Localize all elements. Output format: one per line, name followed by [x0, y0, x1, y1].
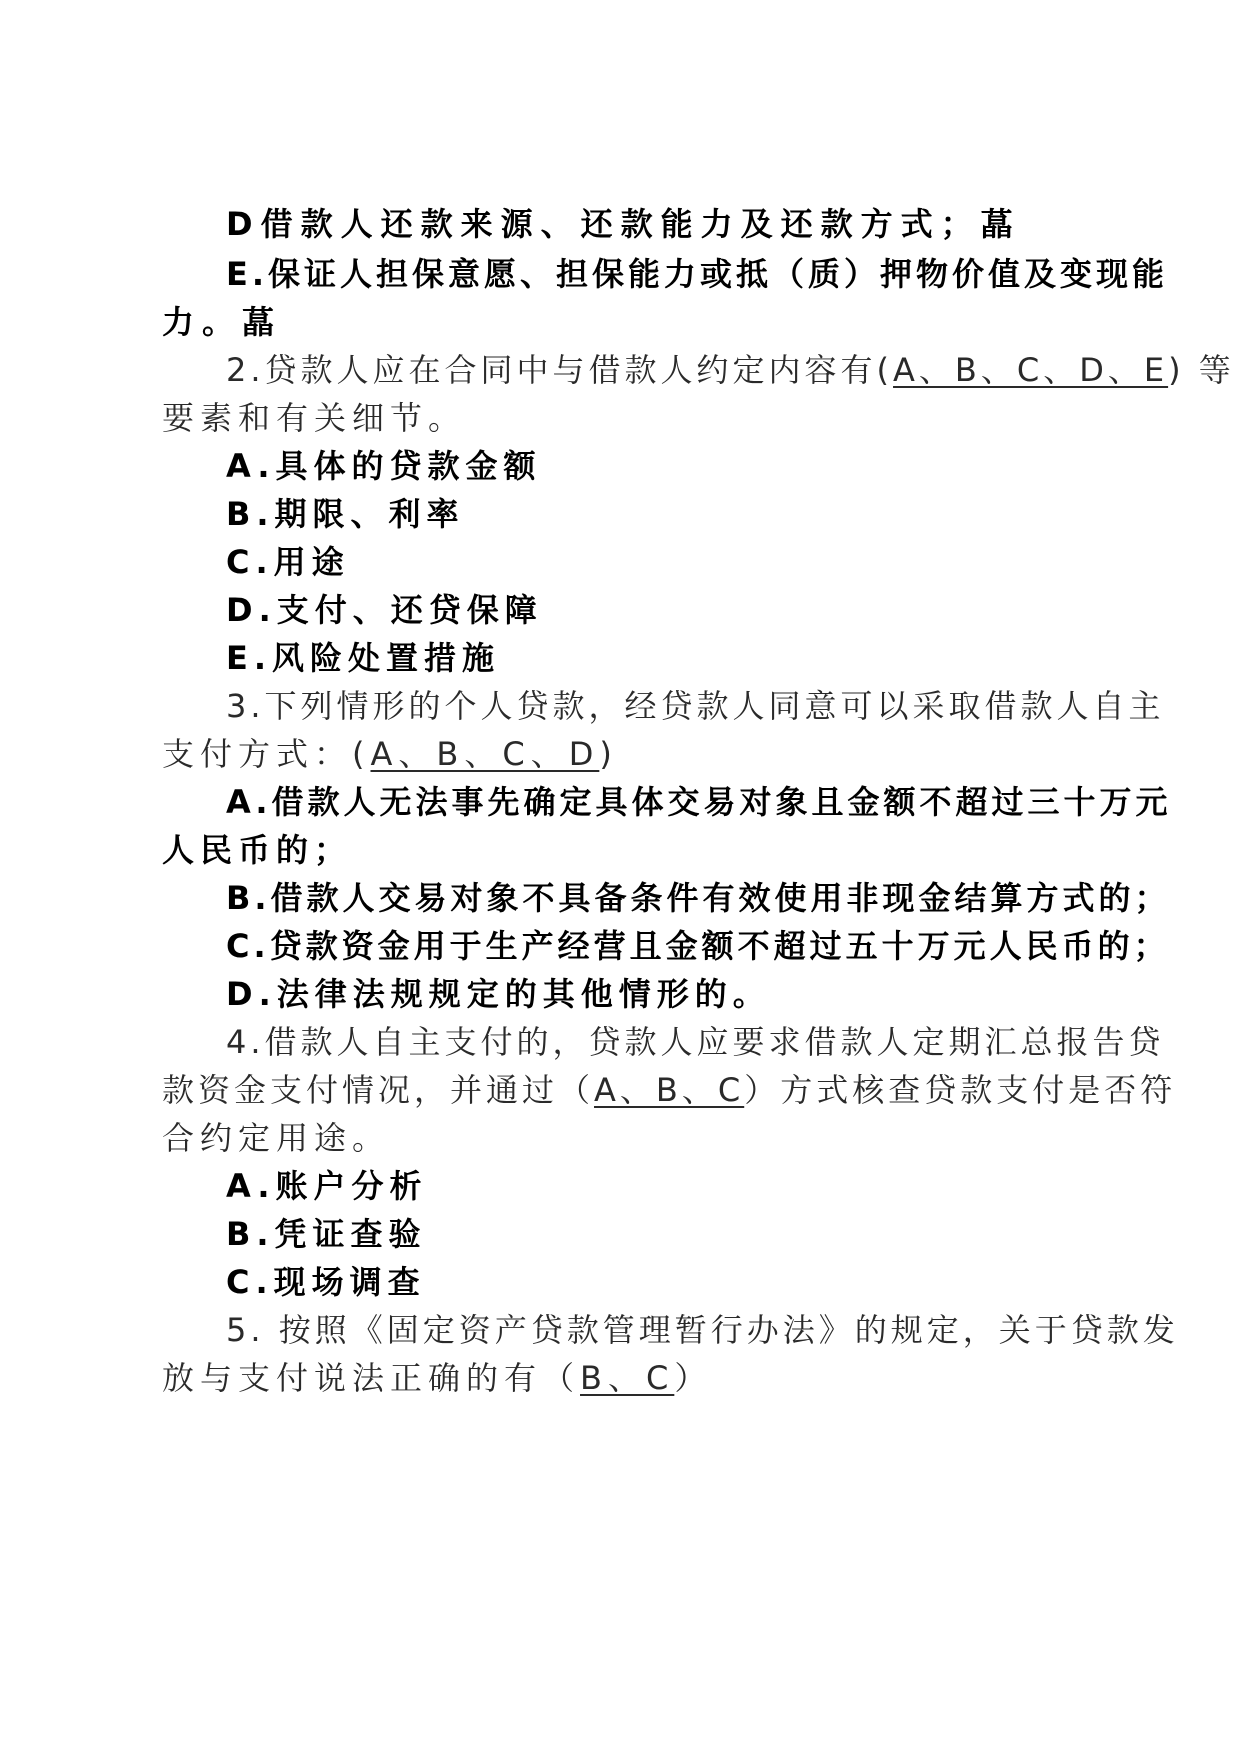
- question-2-continuation: [0, 398, 1241, 438]
- text: B.期限、利率: [226, 495, 465, 533]
- question-text: ): [599, 735, 618, 773]
- option-d-line: [0, 590, 1241, 630]
- text: A.账户分析: [226, 1167, 428, 1205]
- option-c-line: [0, 926, 1241, 966]
- question-3-line: [0, 686, 1241, 726]
- option-a-line: [0, 782, 1241, 822]
- question-text: 支付方式：(: [162, 735, 371, 773]
- text: A.具体的贷款金额: [226, 447, 542, 485]
- option-e-line: [0, 254, 1241, 294]
- option-b-line: [0, 878, 1241, 918]
- question-2-line: [0, 350, 1241, 390]
- answer: A、B、C: [594, 1071, 745, 1109]
- text: E.保证人担保意愿、担保能力或抵（质）押物价值及变现能: [226, 255, 1169, 293]
- text: C.贷款资金用于生产经营且金额不超过五十万元人民币的；: [226, 927, 1170, 965]
- answer: A、B、C、D、E: [893, 351, 1169, 389]
- option-e-continuation: [0, 302, 1241, 342]
- option-a-line: [0, 446, 1241, 486]
- option-b-line: [0, 494, 1241, 534]
- text: B.借款人交易对象不具备条件有效使用非现金结算方式的；: [226, 879, 1171, 917]
- question-text: ）方式核查贷款支付是否符: [744, 1071, 1177, 1109]
- option-a-continuation: [0, 830, 1241, 870]
- question-text: 放与支付说法正确的有（: [162, 1359, 581, 1397]
- text: 合约定用途。: [162, 1119, 391, 1157]
- text: D借款人还款来源、还款能力及还款方式；蕌: [226, 205, 1021, 243]
- question-5-line: [0, 1310, 1241, 1350]
- question-text: 款资金支付情况，并通过（: [162, 1071, 595, 1109]
- text: 要素和有关细节。: [162, 399, 467, 437]
- text: A.借款人无法事先确定具体交易对象且金额不超过三十万元: [226, 783, 1172, 821]
- text: 4.借款人自主支付的，贷款人应要求借款人定期汇总报告贷: [226, 1023, 1165, 1061]
- answer: B、C: [580, 1359, 675, 1397]
- question-4-continuation: [0, 1118, 1241, 1158]
- text: E.风险处置措施: [226, 639, 501, 677]
- answer: A、B、C、D: [370, 735, 600, 773]
- text: 3.下列情形的个人贷款，经贷款人同意可以采取借款人自主: [226, 687, 1165, 725]
- option-c-line: [0, 1262, 1241, 1302]
- text: 人民币的；: [162, 831, 353, 869]
- question-4-continuation: [0, 1070, 1241, 1110]
- option-e-line: [0, 638, 1241, 678]
- option-d-line: [0, 974, 1241, 1014]
- text: D.支付、还贷保障: [226, 591, 543, 629]
- option-d-line: [0, 204, 1241, 244]
- text: C.用途: [226, 543, 350, 581]
- question-4-line: [0, 1022, 1241, 1062]
- option-a-line: [0, 1166, 1241, 1206]
- question-text: ) 等: [1168, 351, 1235, 389]
- question-5-continuation: [0, 1358, 1241, 1398]
- text: C.现场调查: [226, 1263, 426, 1301]
- question-text: ）: [674, 1359, 713, 1397]
- text: 力。蕌: [162, 303, 283, 341]
- text: D.法律法规规定的其他情形的。: [226, 975, 771, 1013]
- question-3-continuation: [0, 734, 1241, 774]
- text: B.凭证查验: [226, 1215, 427, 1253]
- question-text: 2.贷款人应在合同中与借款人约定内容有(: [226, 351, 894, 389]
- text: 5. 按照《固定资产贷款管理暂行办法》的规定，关于贷款发: [226, 1311, 1179, 1349]
- option-c-line: [0, 542, 1241, 582]
- option-b-line: [0, 1214, 1241, 1254]
